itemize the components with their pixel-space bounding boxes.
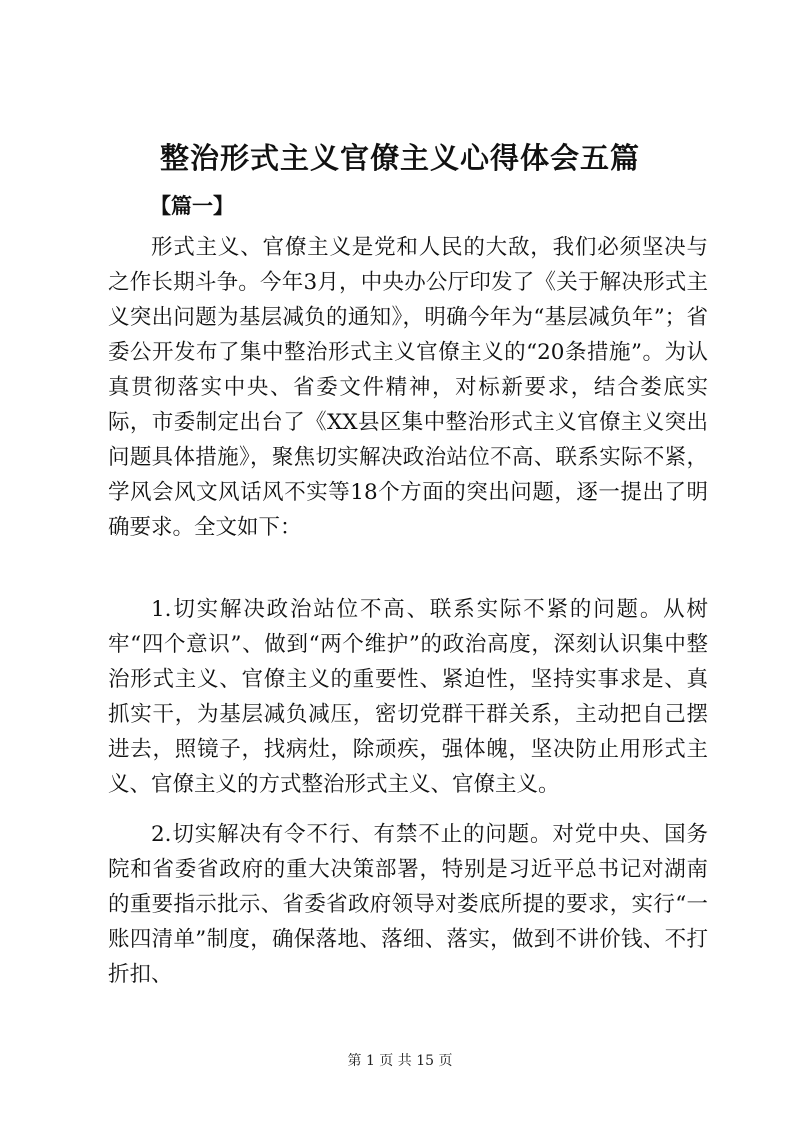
paragraph-item-1: 1.切实解决政治站位不高、联系实际不紧的问题。从树牢“四个意识”、做到“两个维护”的政治高度，深刻认识集中整治形式主义、官僚主义的重要性、紧迫性，坚持实事求是、真抓实干，为基层减负减压，密切党群干群关系，主动把自己摆进去，照镜子，找病灶，除顽疾，强体魄，坚决防止用形式主义、官僚主义的方式整治形式主义、官僚主义。 xyxy=(108,597,708,797)
section-label: 【篇一】 xyxy=(150,193,234,218)
document-title: 整治形式主义官僚主义心得体会五篇 xyxy=(159,141,640,175)
paragraph-intro: 形式主义、官僚主义是党和人民的大敌，我们必须坚决与之作长期斗争。今年3月，中央办公厅印发了《关于解决形式主义突出问题为基层减负的通知》，明确今年为“基层减负年”；省委公开发布了集中整治形式主义官僚主义的“20条措施”。为认真贯彻落实中央、省委文件精神，对标新要求，结合娄底实际，市委制定出台了《XX县区集中整治形式主义官僚主义突出问题具体措施》，聚焦切实解决政治站位不高、联系实际不紧，学风会风文风话风不实等18个方面的突出问题，逐一提出了明确要求。全文如下： xyxy=(108,235,708,540)
page-footer: 第 1 页 共 15 页 xyxy=(347,1053,453,1069)
paragraph-item-2: 2.切实解决有令不行、有禁不止的问题。对党中央、国务院和省委省政府的重大决策部署，特别是习近平总书记对湖南的重要指示批示、省委省政府领导对娄底所提的要求，实行“一账四清单”制度，确保落地、落细、落实，做到不讲价钱、不打折扣、 xyxy=(108,822,708,987)
